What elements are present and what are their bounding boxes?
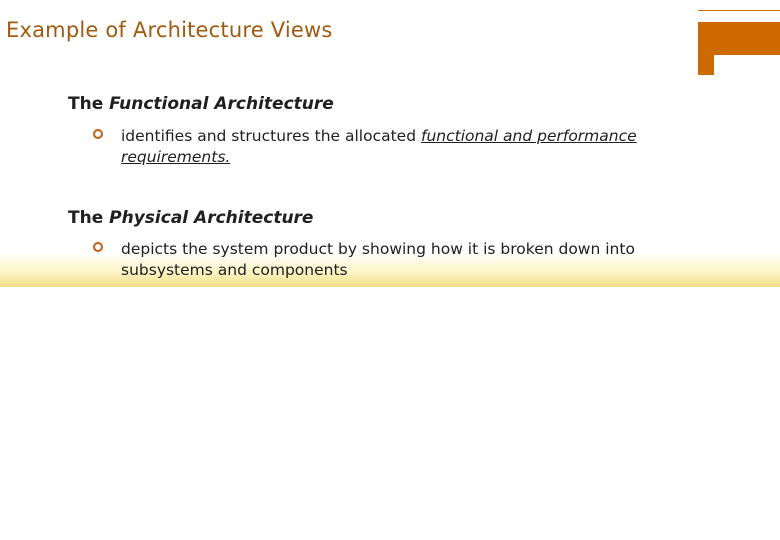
hollow-circle-bullet-icon	[93, 129, 103, 139]
functional-architecture-heading	[68, 94, 334, 114]
bullet-plain-text: identifies and structures the allocated	[121, 127, 421, 145]
corner-accent-notch	[714, 55, 780, 75]
heading-emphasis: Functional Architecture	[109, 94, 334, 114]
physical-architecture-heading	[68, 208, 313, 228]
heading-prefix: The	[68, 208, 110, 228]
hollow-circle-bullet-icon	[93, 242, 103, 252]
bullet-emphasis-text: functional and performance requirements.	[121, 127, 637, 166]
slide-title: Example of Architecture Views	[6, 18, 333, 42]
top-accent-rule	[698, 10, 780, 11]
heading-emphasis: Physical Architecture	[109, 208, 314, 228]
bullet-text: depicts the system product by showing how it is broken down into subsystems and components	[121, 240, 635, 279]
heading-prefix: The	[68, 94, 110, 114]
bullet-text	[121, 126, 721, 168]
